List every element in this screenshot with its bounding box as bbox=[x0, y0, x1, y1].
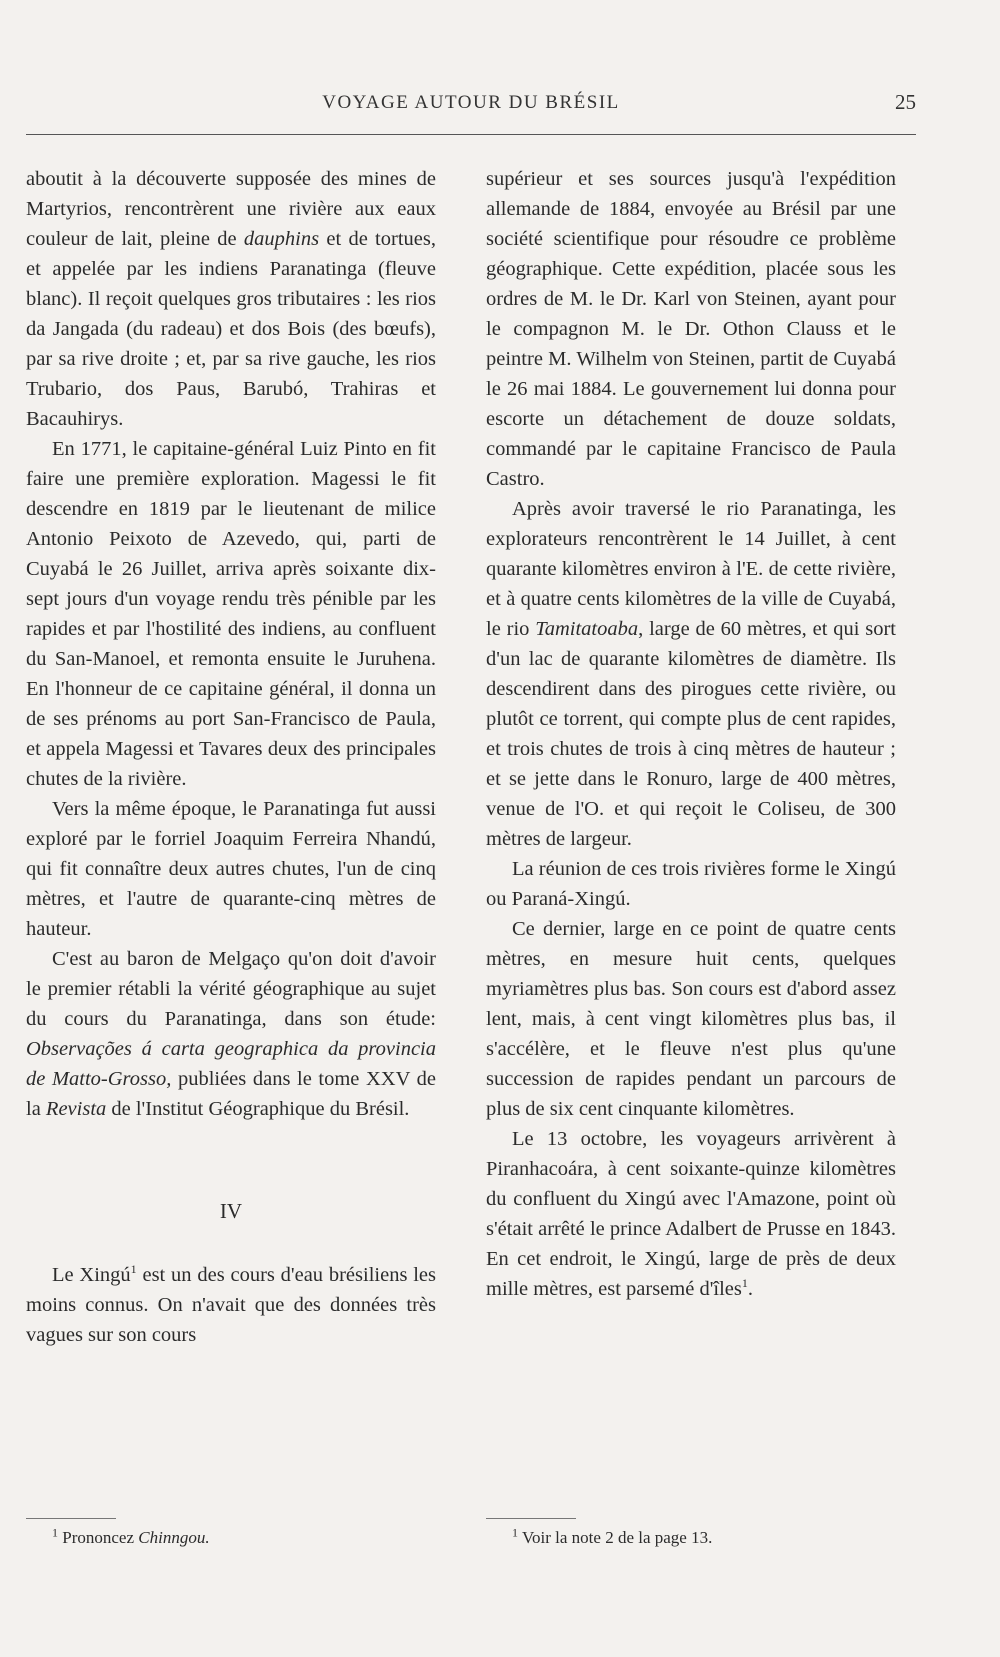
page-header bbox=[26, 92, 916, 124]
right-column bbox=[486, 164, 896, 1304]
italic-title: Revista bbox=[45, 1098, 107, 1120]
left-paragraph-2: En 1771, le capitaine-général Luiz Pinto en fit faire une première exploration. Magessi le fit descendre en 1819 par le lieutenant de milice Antonio Peixoto de Azevedo, qui, parti de Cuyabá le 26 Juillet, arriva après soixante dix-sept jours d'un voyage rendu très pénible par les rapides et par l'hostilité des indiens, au confluent du San-Manoel, et remonta ensuite le Juruhena. En l'honneur de ce capitaine général, il donna un de ses prénoms au port San-Francisco de Paula, et appela Magessi et Tavares deux des principales chutes de la rivière. bbox=[26, 438, 436, 790]
footnote-number: 1 bbox=[512, 1525, 518, 1540]
footnote-text: Prononcez bbox=[58, 1528, 139, 1547]
text-run: . bbox=[747, 1278, 754, 1300]
left-paragraph-1 bbox=[26, 164, 436, 434]
text-run: de l'Institut Géographique du Brésil. bbox=[106, 1098, 410, 1120]
text-run: est un des cours d'eau brésiliens les moins connus. On n'avait que des données très vagues sur son cours bbox=[26, 1264, 436, 1346]
footnote-text: Voir la note 2 de la page 13. bbox=[518, 1528, 713, 1547]
footnote-rule-left bbox=[26, 1518, 116, 1519]
left-paragraph-5 bbox=[26, 1260, 436, 1350]
italic-title: Observações á carta geographica da provincia de Matto-Grosso, bbox=[26, 1038, 436, 1090]
italic-term: Tamitatoaba bbox=[535, 618, 639, 640]
left-paragraph-4 bbox=[26, 944, 436, 1124]
header-rule bbox=[26, 134, 916, 135]
text-run: Après avoir traversé le rio Paranatinga, les explorateurs rencontrèrent le 14 Juillet, à cent quarante kilomètres environ à l'E. de cette rivière, et à quatre cents kilomètres de la ville de Cuyabá, le rio bbox=[486, 498, 896, 640]
footnote-rule-right bbox=[486, 1518, 576, 1519]
right-paragraph-2 bbox=[486, 494, 896, 854]
right-paragraph-4: Ce dernier, large en ce point de quatre cents mètres, en mesure huit cents, quelques myriamètres plus bas. Son cours est d'abord assez lent, mais, à cent vingt kilomètres plus bas, il s'accélère, et le fleuve n'est plus qu'une succession de rapides pendant un parcours de plus de six cent cinquante kilomètres. bbox=[486, 918, 896, 1120]
footnote-italic: Chinngou. bbox=[138, 1528, 210, 1547]
text-run: aboutit à la découverte supposée des mines de Martyrios, rencontrèrent une rivière aux eaux couleur de lait, pleine de bbox=[26, 168, 436, 250]
text-run: publiées dans le tome XXV de la bbox=[26, 1068, 436, 1120]
right-paragraph-1: supérieur et ses sources jusqu'à l'expédition allemande de 1884, envoyée au Brésil par une société scientifique pour résoudre ce problème géographique. Cette expédition, placée sous les ordres de M. le Dr. Karl von Steinen, ayant pour le compagnon M. le Dr. Othon Clauss et le peintre M. Wilhelm von Steinen, partit de Cuyabá le 26 mai 1884. Le gouvernement lui donna pour escorte un détachement de douze soldats, commandé par le capitaine Francisco de Paula Castro. bbox=[486, 168, 896, 490]
left-column bbox=[26, 164, 436, 1350]
left-paragraph-3: Vers la même époque, le Paranatinga fut aussi exploré par le forriel Joaquim Ferreira Nhandú, qui fit connaître deux autres chutes, l'un de cinq mètres, et l'autre de quarante-cinq mètres de hauteur. bbox=[26, 798, 436, 940]
section-heading: IV bbox=[219, 1199, 243, 1223]
footnote-marker: 1 bbox=[741, 1276, 748, 1291]
right-paragraph-5 bbox=[486, 1124, 896, 1304]
text-run: Le Xingú bbox=[52, 1264, 131, 1286]
footnote-left bbox=[52, 1525, 210, 1548]
footnote-marker: 1 bbox=[130, 1262, 137, 1277]
italic-term: dauphins bbox=[243, 228, 320, 250]
running-title: VOYAGE AUTOUR DU BRÉSIL bbox=[322, 92, 620, 113]
text-run: , large de 60 mètres, et qui sort d'un lac de quarante kilomètres de diamètre. Ils descendirent dans des pirogues cette rivière, ou plutôt ce torrent, qui compte plus de cent rapides, et trois chutes de trois à cinq mètres de hauteur ; et se jette dans le Ronuro, large de 400 mètres, venue de l'O. et qui reçoit le Coliseu, de 300 mètres de largeur. bbox=[486, 618, 896, 850]
text-run: C'est au baron de Melgaço qu'on doit d'avoir le premier rétabli la vérité géographique au sujet du cours du Paranatinga, dans son étude: bbox=[26, 948, 436, 1030]
text-run: et de tortues, et appelée par les indiens Paranatinga (fleuve blanc). Il reçoit quelques gros tributaires : les rios da Jangada (du radeau) et dos Bois (des bœufs), par sa rive droite ; et, par sa rive gauche, les rios Trubario, dos Paus, Barubó, Trahiras et Bacauhirys. bbox=[26, 228, 436, 430]
footnote-number: 1 bbox=[52, 1525, 58, 1540]
page-number: 25 bbox=[895, 90, 916, 114]
right-paragraph-3: La réunion de ces trois rivières forme le Xingú ou Paraná-Xingú. bbox=[486, 858, 896, 910]
footnote-right bbox=[512, 1525, 713, 1548]
text-run: Le 13 octobre, les voyageurs arrivèrent à Piranhacoára, à cent soixante-quinze kilomètres du confluent du Xingú avec l'Amazone, point où s'était arrêté le prince Adalbert de Prusse en 1843. En cet endroit, le Xingú, large de près de deux mille mètres, est parsemé d'îles bbox=[486, 1128, 896, 1300]
